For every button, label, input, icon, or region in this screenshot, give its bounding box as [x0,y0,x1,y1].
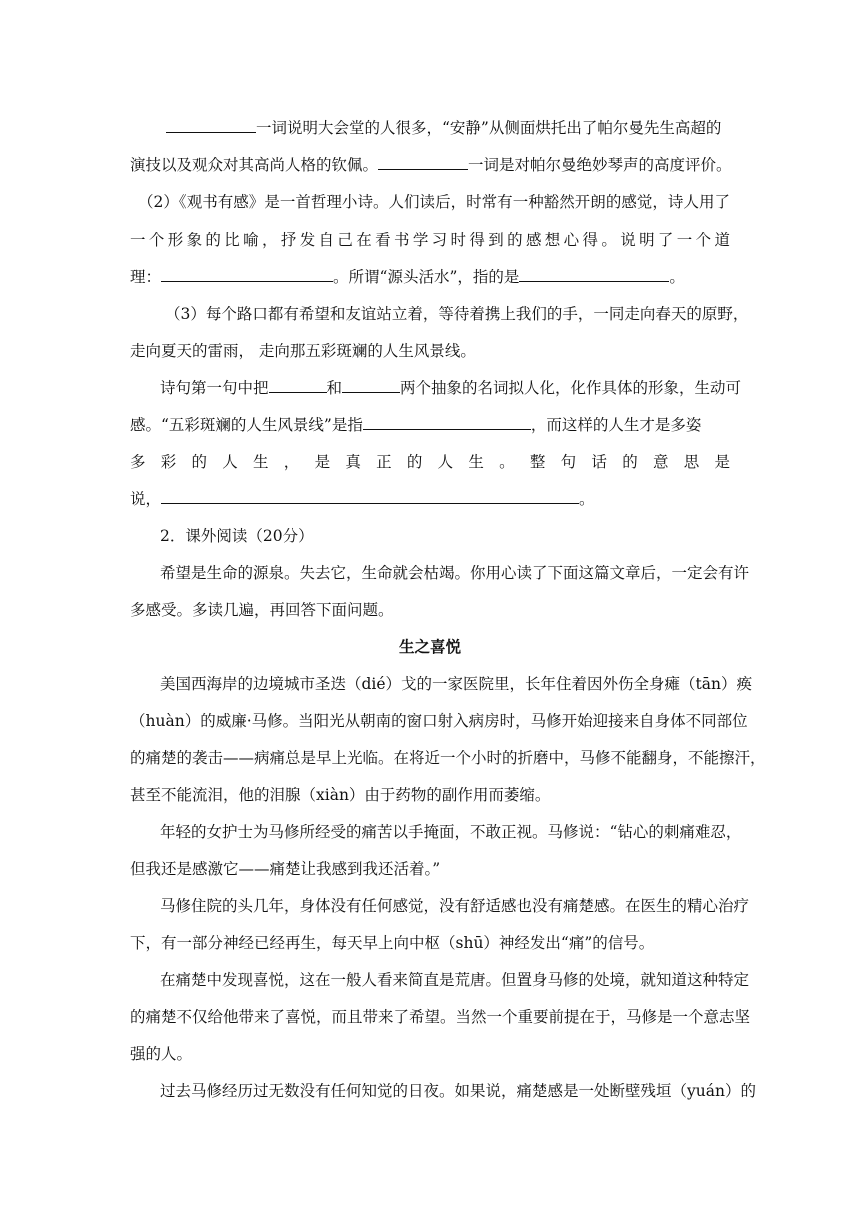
text-line: 说， 。 [130,490,595,508]
text-line: （3）每个路口都有希望和友谊站立着，等待着携上我们的手，一同走向春天的原野， [165,305,749,323]
text-line: 演技以及观众对其高尚人格的钦佩。 一词是对帕尔曼绝妙琴声的高度评价。 [130,156,732,174]
text-line: 马修住院的头几年，身体没有任何感觉，没有舒适感也没有痛楚感。在医生的精心治疗 [160,897,750,915]
text-line: （2）《观书有感》是一首哲理小诗。人们读后，时常有一种豁然开朗的感觉，诗人用了 [138,193,730,211]
answer-blank[interactable] [519,267,669,282]
answer-blank[interactable] [161,489,579,504]
text-line: 多彩的人生，是真正的人生。整句话的意思是 [130,453,730,471]
answer-blank[interactable] [378,155,468,170]
text-line: 在痛楚中发现喜悦，这在一般人看来简直是荒唐。但置身马修的处境，就知道这种特定 [160,971,750,989]
text-line: 强的人。 [130,1045,193,1063]
answer-blank[interactable] [161,267,333,282]
text-line: 希望是生命的源泉。失去它，生命就会枯竭。你用心读了下面这篇文章后，一定会有许 [160,564,750,582]
text-line: 年轻的女护士为马修所经受的痛苦以手掩面，不敢正视。马修说：“钻心的刺痛难忍， [160,823,742,841]
text-line: 甚至不能流泪，他的泪腺（xiàn）由于药物的副作用而萎缩。 [130,786,551,804]
section-heading: 2．课外阅读（20分） [160,527,314,545]
answer-blank[interactable] [342,378,400,393]
answer-blank[interactable] [269,378,327,393]
text-line: 一个形象的比喻，抒发自己在看书学习时得到的感想心得。说明了一个道 [130,231,730,249]
text-line: 感。“五彩斑斓的人生风景线”是指 ，而这样的人生才是多姿 [130,416,702,434]
text-line: 理： 。所谓“源头活水”，指的是 。 [130,268,685,286]
text-line: 走向夏天的雷雨， 走向那五彩斑斓的人生风景线。 [130,342,476,360]
text-line: 的痛楚不仅给他带来了喜悦，而且带来了希望。当然一个重要前提在于，马修是一个意志坚 [130,1008,751,1026]
text-line: 下，有一部分神经已经再生，每天早上向中枢（shū）神经发出“痛”的信号。 [130,934,655,952]
text-line: 一词说明大会堂的人很多，“安静”从侧面烘托出了帕尔曼先生高超的 [130,118,730,138]
answer-blank[interactable] [166,118,256,133]
answer-blank[interactable] [363,415,531,430]
text-line: 美国西海岸的边境城市圣迭（dié）戈的一家医院里，长年住着因外伤全身瘫（tān）痪 [160,675,753,693]
text-line: （huàn）的威廉·马修。当阳光从朝南的窗口射入病房时，马修开始迎接来自身体不同部位 [130,712,748,730]
text-line: 过去马修经历过无数没有任何知觉的日夜。如果说，痛楚感是一处断壁残垣（yuán）的 [160,1082,756,1100]
text-line: 多感受。多读几遍，再回答下面问题。 [130,601,394,619]
text-line: 的痛楚的袭击——病痛总是早上光临。在将近一个小时的折磨中，马修不能翻身，不能擦汗， [130,749,766,767]
article-title: 生之喜悦 [398,637,461,656]
text-line: 诗句第一句中把 和 两个抽象的名词拟人化，化作具体的形象，生动可 [160,379,742,397]
text-line: 但我还是感激它——痛楚让我感到我还活着。” [130,860,441,878]
